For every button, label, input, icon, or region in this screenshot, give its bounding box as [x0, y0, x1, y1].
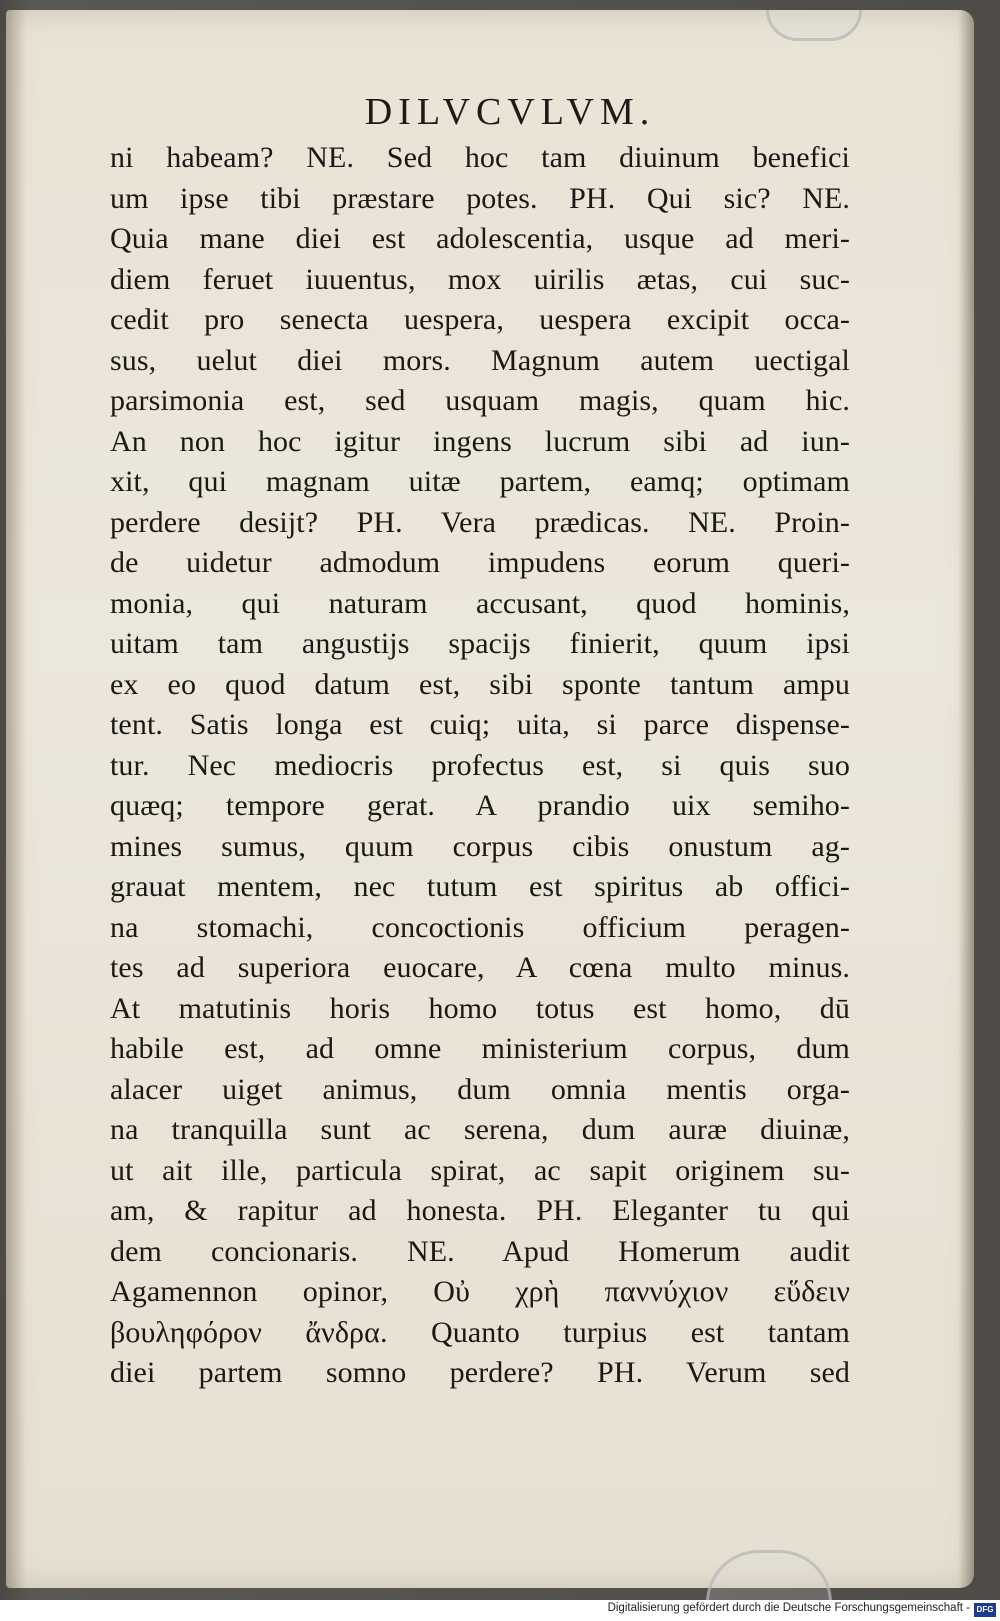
- text-line: Agamennon opinor, Οὐ χρὴ παννύχιον εὕδειν: [110, 1275, 850, 1308]
- running-head: DILVCVLVM.: [364, 91, 656, 133]
- text-line: xit, qui magnam uitæ partem, eamq; optimam: [110, 465, 850, 498]
- text-line: grauat mentem, nec tutum est spiritus ab offici-: [110, 870, 850, 903]
- text-line: habile est, ad omne ministerium corpus, dum: [110, 1032, 850, 1065]
- text-line: quæq; tempore gerat. A prandio uix semiho-: [110, 789, 850, 822]
- text-line: um ipse tibi præstare potes. PH. Qui sic? NE.: [110, 181, 850, 215]
- digitization-footer: [0, 1600, 1000, 1621]
- text-line: ut ait ille, particula spirat, ac sapit originem su-: [110, 1153, 850, 1187]
- text-line: ex eo quod datum est, sibi sponte tantum ampu: [110, 667, 850, 701]
- text-line: de uidetur admodum impudens eorum queri-: [110, 546, 850, 579]
- paper-clip-top: [766, 10, 862, 41]
- body-text: [110, 138, 850, 1394]
- book-page: [6, 10, 974, 1588]
- text-line: tent. Satis longa est cuiq; uita, si parce dispense-: [110, 708, 850, 741]
- text-line: sus, uelut diei mors. Magnum autem uectigal: [110, 343, 850, 377]
- text-line: tes ad superiora euocare, A cœna multo minus.: [110, 951, 850, 984]
- funding-credit: Digitalisierung gefördert durch die Deutsche Forschungsgemeinschaft -: [607, 1602, 970, 1614]
- text-line: dem concionaris. NE. Apud Homerum audit: [110, 1234, 850, 1268]
- text-line: ni habeam? NE. Sed hoc tam diuinum benefici: [110, 141, 850, 174]
- text-line: mines sumus, quum corpus cibis onustum ag-: [110, 829, 850, 863]
- text-line: cedit pro senecta uespera, uespera excipit occa-: [110, 303, 850, 336]
- text-line: βουληφόρον ἄνδρα. Quanto turpius est tantam: [110, 1315, 850, 1349]
- text-line: tur. Nec mediocris profectus est, si quis suo: [110, 748, 850, 782]
- paper-clip-bottom: [706, 1550, 832, 1603]
- text-line: uitam tam angustijs spacijs finierit, quum ipsi: [110, 627, 850, 660]
- text-line: monia, qui naturam accusant, quod hominis,: [110, 586, 850, 620]
- dfg-logo: DFG: [974, 1603, 996, 1617]
- text-line: am, & rapitur ad honesta. PH. Eleganter tu qui: [110, 1194, 850, 1227]
- text-line: na stomachi, concoctionis officium peragen-: [110, 910, 850, 944]
- text-line: perdere desijt? PH. Vera prædicas. NE. Proin-: [110, 505, 850, 539]
- text-line: diei partem somno perdere? PH. Verum sed: [110, 1356, 850, 1389]
- text-line: At matutinis horis homo totus est homo, dū: [110, 991, 850, 1025]
- text-line: alacer uiget animus, dum omnia mentis orga-: [110, 1072, 850, 1106]
- text-line: diem feruet iuuentus, mox uirilis ætas, cui suc-: [110, 262, 850, 296]
- text-line: parsimonia est, sed usquam magis, quam hic.: [110, 384, 850, 417]
- text-line: Quia mane diei est adolescentia, usque ad meri-: [110, 222, 850, 255]
- text-line: na tranquilla sunt ac serena, dum auræ diuinæ,: [110, 1113, 850, 1146]
- text-line: An non hoc igitur ingens lucrum sibi ad iun-: [110, 424, 850, 458]
